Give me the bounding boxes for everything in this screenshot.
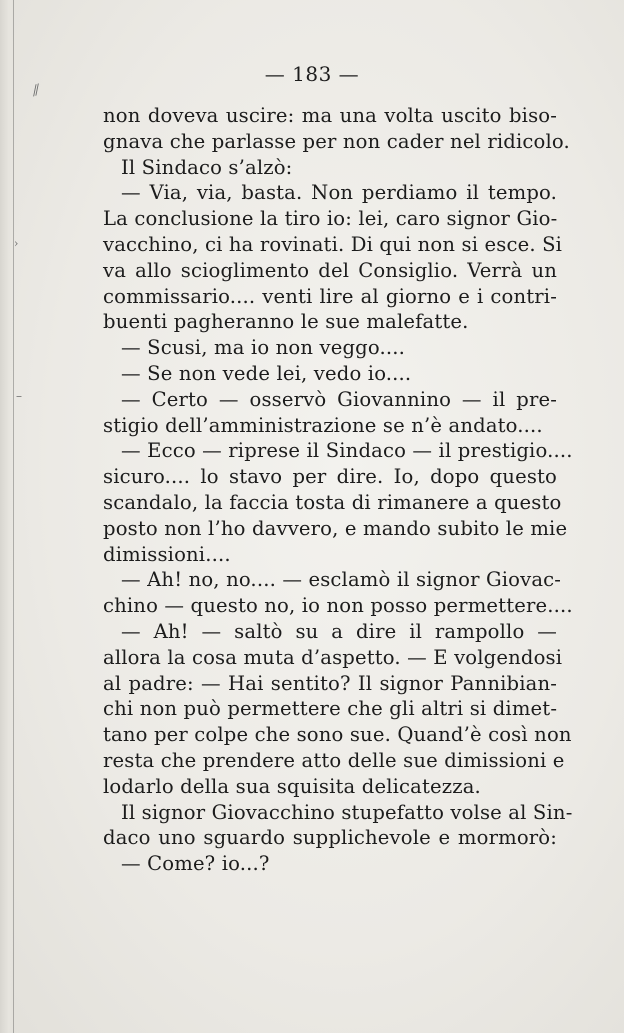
binding-edge bbox=[0, 0, 14, 1033]
text-line: chi non può permettere che gli altri si dimet- bbox=[103, 697, 558, 721]
text-line: — Via, via, basta. Non perdiamo il tempo. bbox=[121, 181, 557, 205]
binding-crease bbox=[13, 0, 14, 1033]
text-line: — Scusi, ma io non veggo.... bbox=[121, 336, 405, 360]
text-line: non doveva uscire: ma una volta uscito biso- bbox=[103, 104, 557, 127]
text-line: Il signor Giovacchino stupefatto volse al Sin- bbox=[121, 800, 573, 824]
text-line: lodarlo della sua squisita delicatezza. bbox=[103, 774, 481, 798]
text-line: — Ah! no, no.... — esclamò il signor Giovac- bbox=[121, 568, 562, 592]
text-line: tano per colpe che sono sue. Quand’è così non bbox=[103, 723, 572, 747]
text-line: — Certo — osservò Giovannino — il pre- bbox=[121, 387, 557, 411]
text-line: — Se non vede lei, vedo io.... bbox=[121, 361, 412, 385]
text-line: sicuro.... lo stavo per dire. Io, dopo questo bbox=[103, 465, 557, 489]
text-line: gnava che parlasse per non cader nel ridicolo. bbox=[103, 129, 570, 153]
text-line: dimissioni.... bbox=[103, 542, 231, 566]
text-line: daco uno sguardo supplichevole e mormorò: bbox=[103, 826, 557, 850]
body-text bbox=[103, 103, 573, 877]
text-line: resta che prendere atto delle sue dimissioni e bbox=[103, 748, 565, 772]
margin-speck: › bbox=[14, 237, 19, 250]
text-line: al padre: — Hai sentito? Il signor Pannibian- bbox=[103, 671, 557, 695]
text-line: La conclusione la tiro io: lei, caro signor Gio- bbox=[103, 207, 558, 231]
text-line: commissario.... venti lire al giorno e i contri- bbox=[103, 284, 557, 308]
margin-tick: – bbox=[16, 389, 22, 403]
text-line: — Ah! — saltò su a dire il rampollo — bbox=[121, 619, 557, 643]
text-line: vacchino, ci ha rovinati. Di qui non si esce. Si bbox=[103, 232, 563, 256]
text-line: — Come? io...? bbox=[121, 852, 270, 876]
text-line: stigio dell’amministrazione se n’è andato.... bbox=[103, 413, 543, 437]
text-line: Il Sindaco s’alzò: bbox=[121, 155, 293, 179]
text-line: chino — questo no, io non posso permettere.... bbox=[103, 594, 573, 618]
page-number: — 183 — bbox=[264, 62, 360, 86]
text-line: — Ecco — riprese il Sindaco — il prestigio.... bbox=[121, 439, 573, 463]
text-line: allora la cosa muta d’aspetto. — E volgendosi bbox=[103, 645, 563, 669]
text-line: buenti pagheranno le sue malefatte. bbox=[103, 310, 469, 334]
margin-pencil-mark: ⁄⁄ bbox=[31, 82, 42, 100]
text-line: va allo scioglimento del Consiglio. Verrà un bbox=[103, 258, 557, 282]
text-line: posto non l’ho davvero, e mando subito le mie bbox=[103, 516, 568, 540]
text-line: scandalo, la faccia tosta di rimanere a questo bbox=[103, 490, 562, 514]
